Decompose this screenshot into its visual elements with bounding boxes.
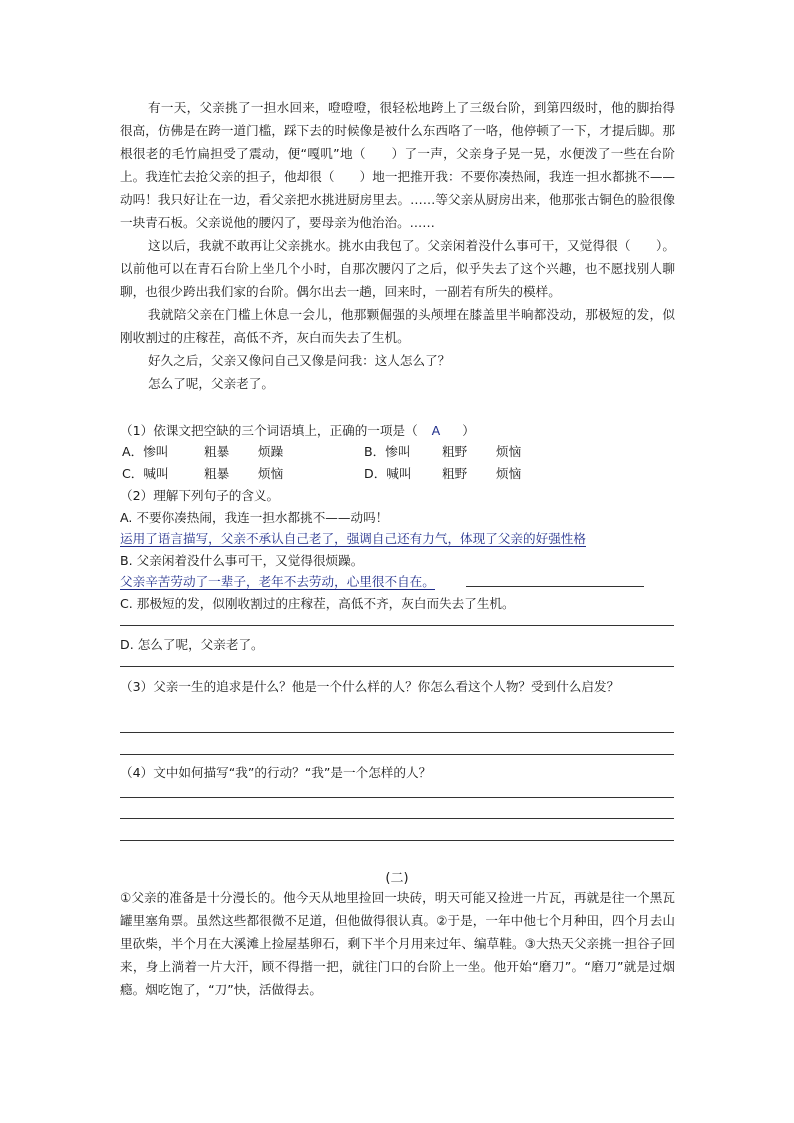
- option-a-word3: 烦躁: [258, 444, 284, 459]
- passage-one: [120, 96, 675, 395]
- passage-paragraph-5: 怎么了呢，父亲老了。: [148, 376, 274, 391]
- question-1-close: ）: [462, 423, 475, 438]
- question-2-item-d: D. 怎么了呢，父亲老了。: [120, 637, 264, 652]
- option-b-word1: B．惨叫: [364, 444, 411, 459]
- section-two-paragraph: ①父亲的准备是十分漫长的。他今天从地里捡回一块砖，明天可能又捡进一片瓦，再就是往一个黑瓦罐里塞角票。虽然这些都很微不足道，但他做得很认真。②于是，一年中他七个月种田，四个月去山里砍柴，半个月在大溪滩上捡屋基卵石，剩下半个月用来过年、编草鞋。③大热天父亲挑一担谷子回来，身上淌着一片大汗，顾不得揩一把，就往门口的台阶上一坐。他开始“磨刀”。“磨刀”就是过烟瘾。烟吃饱了，“刀”快，活做得去。: [120, 890, 675, 997]
- question-2-item-c: C. 那极短的发，似刚收割过的庄稼茬，高低不齐，灰白而失去了生机。: [120, 596, 515, 611]
- answer-line-q4-3[interactable]: [120, 840, 674, 841]
- option-a-word1: A．惨叫: [122, 444, 169, 459]
- answer-b-rule-extension: [466, 586, 644, 587]
- option-d-word1: D．喊叫: [364, 466, 412, 481]
- answer-line-c[interactable]: [120, 625, 674, 626]
- question-2-item-a: A. 不要你凑热闹，我连一担水都挑不——动吗！: [120, 510, 389, 525]
- question-4-stem: （4）文中如何描写“我”的行动？“我”是一个怎样的人？: [120, 765, 432, 780]
- option-d-word2: 粗野: [442, 466, 468, 481]
- question-1-text: （1）依课文把空缺的三个词语填上，正确的一项是（: [120, 423, 418, 438]
- option-a-word2: 粗暴: [204, 444, 230, 459]
- option-c-word2: 粗暴: [204, 466, 230, 481]
- option-b-word2: 粗野: [442, 444, 468, 459]
- answer-line-q3-2[interactable]: [120, 754, 674, 755]
- option-c-word3: 烦恼: [258, 466, 284, 481]
- answer-line-d[interactable]: [120, 666, 674, 667]
- answer-a-text: 运用了语言描写，父亲不承认自己老了，强调自己还有力气，体现了父亲的好强性格: [120, 531, 586, 546]
- question-2-stem: （2）理解下列句子的含义。: [120, 488, 280, 503]
- section-two-passage: [120, 886, 675, 1001]
- answer-line-q4-1[interactable]: [120, 797, 674, 798]
- answer-line-q3-1[interactable]: [120, 732, 674, 733]
- section-two-title: (二): [385, 871, 409, 886]
- question-2-answer-b: [120, 571, 435, 590]
- answer-line-q4-2[interactable]: [120, 818, 674, 819]
- option-b-word3: 烦恼: [496, 444, 522, 459]
- option-c-word1: C．喊叫: [122, 466, 169, 481]
- question-2-answer-a: [120, 528, 586, 547]
- question-2-item-b: B. 父亲闲着没什么事可干，又觉得很烦躁。: [120, 553, 364, 568]
- question-1-stem: [120, 420, 475, 439]
- answer-b-text: 父亲辛苦劳动了一辈子，老年不去劳动，心里很不自在。: [120, 574, 435, 589]
- passage-paragraph-2: 这以后，我就不敢再让父亲挑水。挑水由我包了。父亲闲着没什么事可干，又觉得很（ ）。以前他可以在青石台阶上坐几个小时，自那次腰闪了之后，似乎失去了这个兴趣，也不愿找别人聊聊，也很少跨出我们家的台阶。偶尔出去一趟，回来时，一副若有所失的模样。: [120, 238, 675, 299]
- passage-paragraph-3: 我就陪父亲在门槛上休息一会儿，他那颗倔强的头颅埋在膝盖里半晌都没动，那极短的发，似刚收割过的庄稼茬，高低不齐，灰白而失去了生机。: [120, 307, 675, 345]
- question-1-answer: A: [431, 423, 441, 438]
- option-d-word3: 烦恼: [496, 466, 522, 481]
- question-3-stem: （3）父亲一生的追求是什么？他是一个什么样的人？你怎么看这个人物？受到什么启发？: [120, 679, 620, 694]
- passage-paragraph-1: 有一天，父亲挑了一担水回来，噔噔噔，很轻松地跨上了三级台阶，到第四级时，他的脚抬得很高，仿佛是在跨一道门槛，踩下去的时候像是被什么东西咯了一咯，他停顿了一下，才提后脚。那根很老的毛竹扁担受了震动，便“嘎叽”地（ ）了一声，父亲身子晃一晃，水便泼了一些在台阶上。我连忙去抢父亲的担子，他却很（ ）地一把推开我：不要你凑热闹，我连一担水都挑不——动吗！我只好让在一边，看父亲把水挑进厨房里去。……等父亲从厨房出来，他那张古铜色的脸很像一块青石板。父亲说他的腰闪了，要母亲为他治治。……: [120, 100, 675, 230]
- passage-paragraph-4: 好久之后，父亲又像问自己又像是问我：这人怎么了？: [148, 353, 451, 368]
